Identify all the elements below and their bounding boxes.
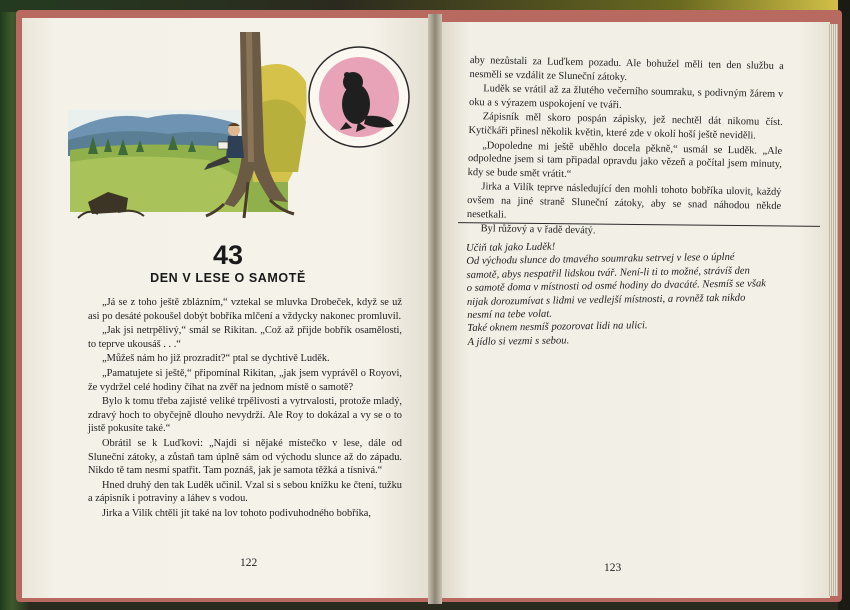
paragraph: „Můžeš nám ho již prozradit?“ ptal se dychtivě Luděk.	[102, 353, 330, 365]
task-box	[466, 237, 792, 349]
paragraph: Jirka a Vilík teprve následující den mohli tohoto bobříka ulovit, každý ovšem na jiné straně Sluneční zátoky, aby se snad náhodou někde nesetkali.	[466, 181, 782, 221]
beaver-icon	[306, 44, 412, 150]
task-line: A jídlo si vezmi s sebou.	[467, 335, 570, 348]
paragraph: „Pamatujete si ještě,“ připomínal Rikitan, „jak jsem vyprávěl o Royovi, že vydržel celé hodiny číhat na zvěř na jednom místě o samotě?	[88, 367, 402, 393]
task-line: Také oknem nesmíš pozorovat lidi na ulici.	[467, 320, 648, 335]
chapter-number: 43	[212, 240, 244, 270]
paragraph: aby nezůstali za Luďkem pozadu. Ale bohužel měli ten den službu a nesměli se vzdálit ze Sluneční zátoky.	[469, 54, 784, 83]
paragraph: „Já se z toho ještě zblázním,“ vztekal se mluvka Drobeček, když se už asi po desáté pokoušel dobýt bobříka mlčení a vždycky nakonec promluvil.	[88, 297, 402, 322]
paragraph: Zápisník měl skoro pospán zápisky, jež nechtěl dát nikomu číst. Kytičkáři přinesl několik květin, které zde v okolí hoší ještě neviděli.	[468, 111, 783, 142]
paragraph: Obrátil se k Luďkovi: „Najdi si nějaké místečko v lese, dále od Sluneční zátoky, a zůstaň tam úplně sám od východu slunce až do západu. Nikdo tě tam nesmí spatřit. Tam poznáš, jak je samota těžká a tísnivá.“	[88, 437, 402, 477]
task-line: Učiň tak jako Luděk!	[466, 241, 556, 254]
book-gutter	[428, 14, 442, 604]
page-edges	[828, 24, 838, 596]
paragraph: Hned druhý den tak Luděk učinil. Vzal si s sebou knížku ke čtení, tužku a zápisník i potraviny a láhev s vodou.	[88, 479, 402, 505]
task-line: nijak dorozumívat s lidmi ve vedlejší místnosti, a rovněž tak nikdo	[466, 292, 746, 308]
paragraph: Byl růžový a v řadě devátý.	[480, 223, 596, 237]
paragraph: „Jak jsi netrpělivý,“ smál se Rikitan. „Což až přijde bobřík osamělosti, to teprve ukousáš . . .“	[88, 325, 402, 350]
paragraph: Jirka a Vilík chtěli jít také na lov tohoto podivuhodného bobříka,	[102, 507, 372, 519]
paragraph: Bylo k tomu třeba zajisté veliké trpělivosti a vytrvalosti, protože mladý, zdravý hoch to obyčejně dlouho nevydrží. Ale Roy to dokázal a vy se o to jistě pokusíte také.“	[88, 396, 402, 435]
paragraph: Luděk se vrátil až za žlutého večerního soumraku, s podivným žárem v oku a s výrazem uspokojení ve tváři.	[468, 83, 784, 111]
task-line: Od východu slunce do tmavého soumraku setrvej v lese o úplné	[466, 252, 735, 268]
page-number-left: 122	[240, 557, 258, 569]
paragraph: „Dopoledne mi ještě uběhlo docela pěkně,“ usmál se Luděk. „Ale odpoledne jsem si tam připadal opravdu jako vězeň a počítal jsem minuty, kdy se bude smět vrátit.“	[467, 139, 783, 180]
forest-illustration	[48, 32, 308, 222]
page-number-right: 123	[604, 562, 622, 574]
task-line: o samotě doma v místnosti od osmé hodiny do dvacáté. Nesmíš se však	[466, 278, 767, 295]
chapter-title: DEN V LESE O SAMOTĚ	[150, 271, 306, 285]
right-page-text	[466, 54, 783, 243]
task-line: nesmí na tebe volat.	[467, 308, 552, 322]
task-line: samotě, abys nespatřil lidskou tvář. Není-li ti to možné, strávíš den	[466, 265, 750, 281]
left-page-text	[88, 296, 402, 522]
